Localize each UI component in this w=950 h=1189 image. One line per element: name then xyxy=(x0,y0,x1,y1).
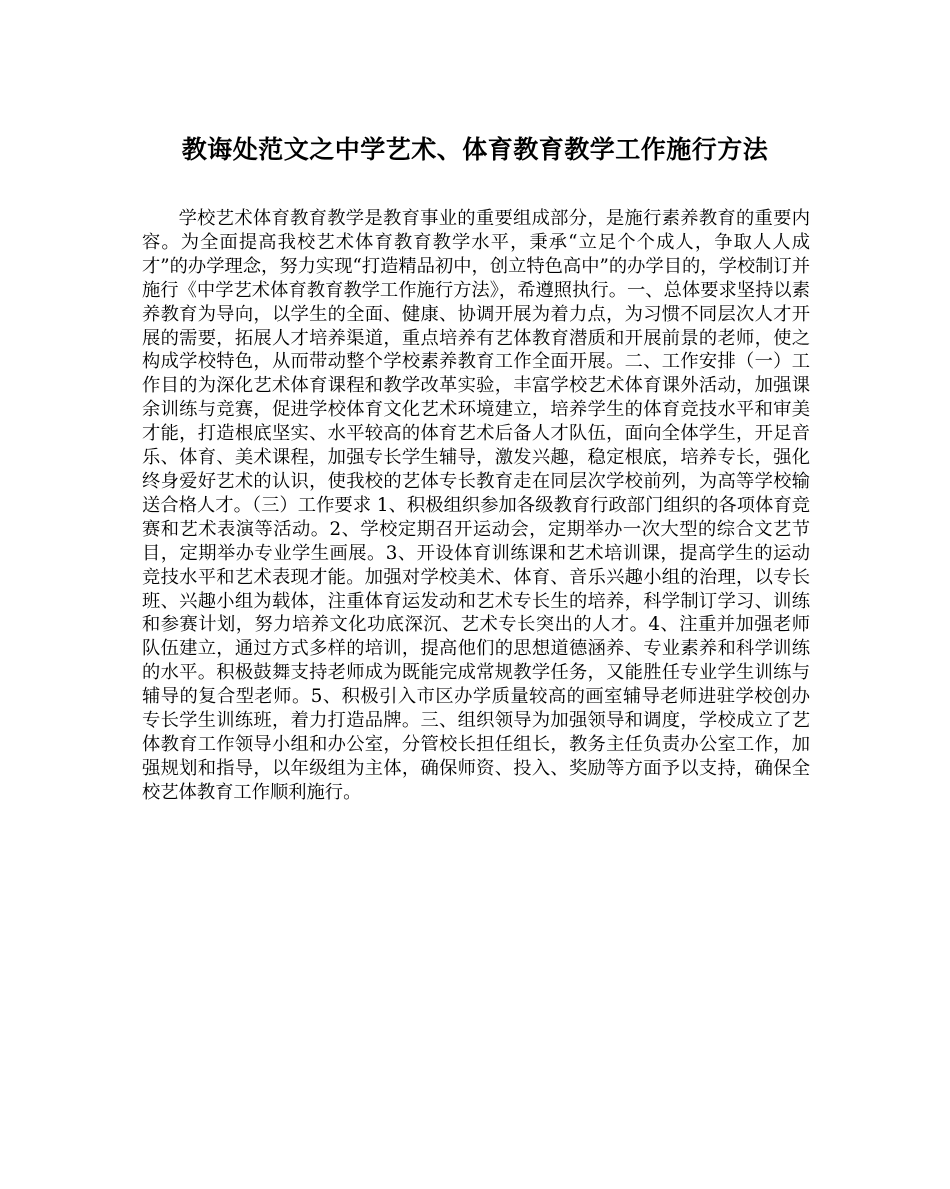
document-title: 教诲处范文之中学艺术、体育教育教学工作施行方法 xyxy=(181,135,769,164)
document-body-paragraph: 学校艺术体育教育教学是教育事业的重要组成部分，是施行素养教育的重要内容。为全面提高我校艺术体育教育教学水平，秉承“立足个个成人，争取人人成才”的办学理念，努力实现“打造精品初中，创立特色高中”的办学目的，学校制订并施行《中学艺术体育教育教学工作施行方法》，希遵照执行。一、总体要求坚持以素养教育为导向，以学生的全面、健康、协调开展为着力点，为习惯不同层次人才开展的需要，拓展人才培养渠道，重点培养有艺体教育潜质和开展前景的老师，使之构成学校特色，从而带动整个学校素养教育工作全面开展。二、工作安排（一）工作目的为深化艺术体育课程和教学改革实验，丰富学校艺术体育课外活动，加强课余训练与竞赛，促进学校体育文化艺术环境建立，培养学生的体育竞技水平和审美才能，打造根底坚实、水平较高的体育艺术后备人才队伍，面向全体学生，开足音乐、体育、美术课程，加强专长学生辅导，激发兴趣，稳定根底，培养专长，强化终身爱好艺术的认识，使我校的艺体专长教育走在同层次学校前列，为高等学校输送合格人才。（三）工作要求 1、积极组织参加各级教育行政部门组织的各项体育竞赛和艺术表演等活动。2、学校定期召开运动会，定期举办一次大型的综合文艺节目，定期举办专业学生画展。3、开设体育训练课和艺术培训课，提高学生的运动竞技水平和艺术表现才能。加强对学校美术、体育、音乐兴趣小组的治理，以专长班、兴趣小组为载体，注重体育运发动和艺术专长生的培养，科学制订学习、训练和参赛计划，努力培养文化功底深沉、艺术专长突出的人才。4、注重并加强老师队伍建立，通过方式多样的培训，提高他们的思想道德涵养、专业素养和科学训练的水平。积极鼓舞支持老师成为既能完成常规教学任务，又能胜任专业学生训练与辅导的复合型老师。5、积极引入市区办学质量较高的画室辅导老师进驻学校创办专长学生训练班，着力打造品牌。三、组织领导为加强领导和调度，学校成立了艺体教育工作领导小组和办公室，分管校长担任组长，教务主任负责办公室工作，加强规划和指导，以年级组为主体，确保师资、投入、奖励等方面予以支持，确保全校艺体教育工作顺利施行。 xyxy=(142,208,810,803)
